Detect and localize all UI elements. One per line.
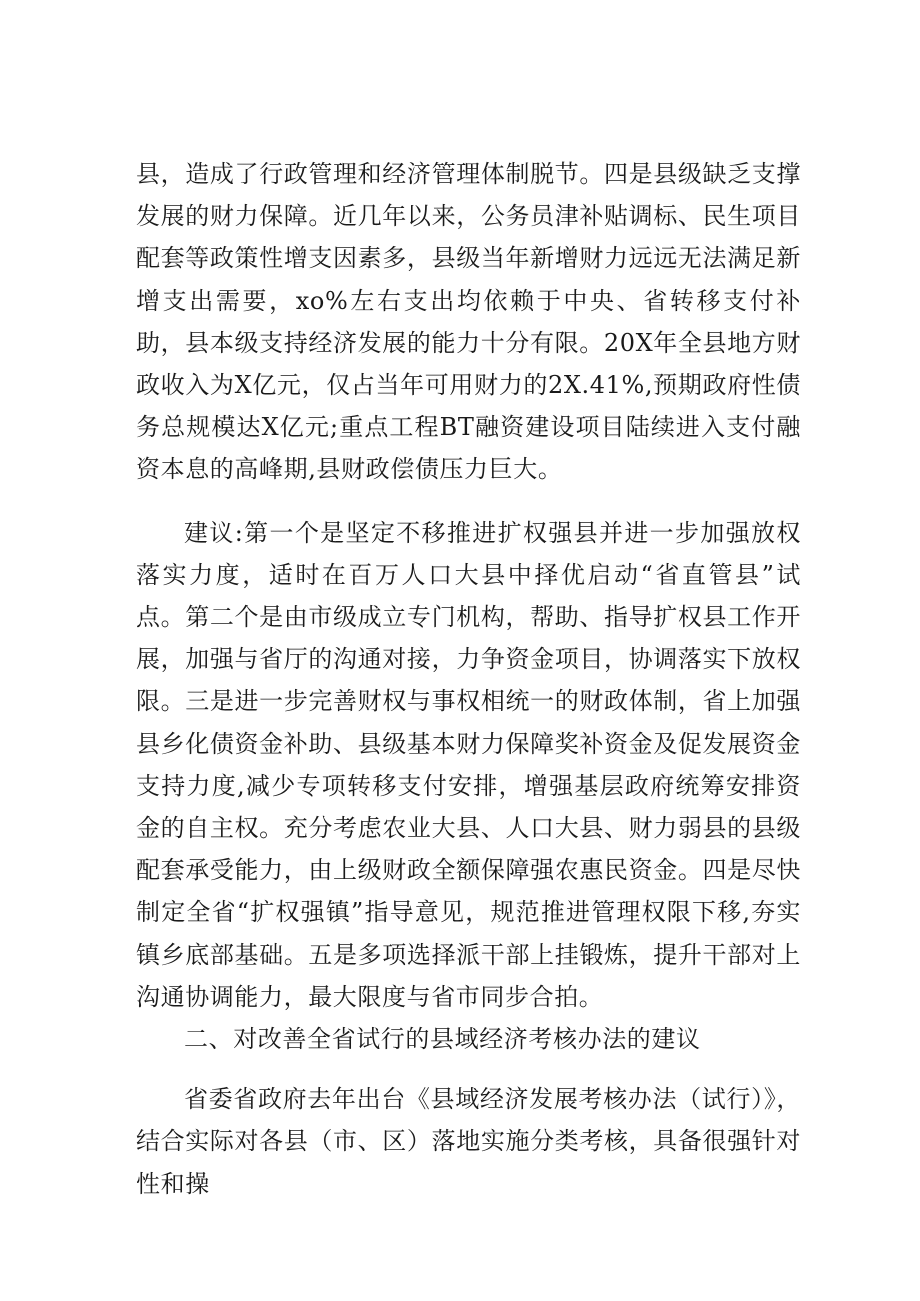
paragraph-fiscal-pressure: 县，造成了行政管理和经济管理体制脱节。四是县级缺乏支撑发展的财力保障。近几年以来，公务员津补贴调标、民生项目配套等政策性增支因素多，县级当年新增财力远远无法满足新增支出需要，xo%左右支出均依赖于中央、省转移支付补助，县本级支持经济发展的能力十分有限。20X年全县地方财政收入为X亿元，仅占当年可用财力的2X.41%,预期政府性债务总规模达X亿元;重点工程BT融资建设项目陆续进入支付融资本息的高峰期,县财政偿债压力巨大。 [136, 160, 801, 484]
document-body [136, 153, 801, 1205]
paragraph-suggestions: 建议:第一个是坚定不移推进扩权强县并进一步加强放权落实力度，适时在百万人口大县中择优启动“省直管县”试点。第二个是由市级成立专门机构，帮助、指导扩权县工作开展，加强与省厅的沟通对接，力争资金项目，协调落实下放权限。三是进一步完善财权与事权相统一的财政体制，省上加强县乡化债资金补助、县级基本财力保障奖补资金及促发展资金支持力度,减少专项转移支付安排，增强基层政府统筹安排资金的自主权。充分考虑农业大县、人口大县、财力弱县的县级配套承受能力，由上级财政全额保障强农惠民资金。四是尽快制定全省“扩权强镇”指导意见，规范推进管理权限下移,夯实镇乡底部基础。五是多项选择派干部上挂锻炼，提升干部对上沟通协调能力，最大限度与省市同步合拍。 [136, 518, 801, 1011]
section-heading-county-assessment: 二、对改善全省试行的县域经济考核办法的建议 [184, 1025, 701, 1054]
paragraph-assessment-method: 省委省政府去年出台《县域经济发展考核办法（试行）》，结合实际对各县（市、区）落地实施分类考核，具备很强针对性和操 [136, 1085, 801, 1198]
